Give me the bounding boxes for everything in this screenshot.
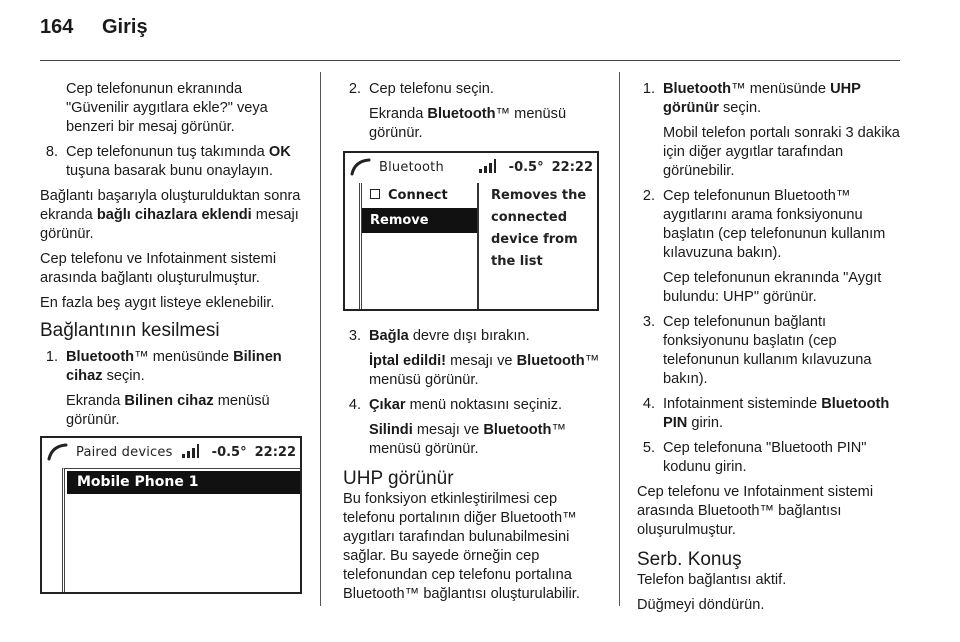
phone-handset-icon (349, 157, 373, 177)
screen-status-bar (42, 438, 300, 466)
paragraph: Cep telefonunun ekranında "Aygıt bulundu: UHP" görünür. (663, 270, 882, 305)
list-item: 2. Cep telefonunun Bluetooth™ aygıtlarını arama fonksiyonunu başlatın (cep telefonunun kullanım kılavuzuna bakın). (642, 188, 886, 261)
list-item: 4. Infotainment sisteminde Bluetooth PIN girin. (642, 396, 890, 431)
paragraph: İptal edildi! mesajı ve Bluetooth™ menüsü görünür. (369, 353, 600, 388)
temperature: -0.5° (211, 444, 247, 460)
remove-option[interactable]: Remove (362, 208, 477, 233)
list-item: 3. Bağla devre dışı bırakın. (348, 328, 530, 344)
clock: 22:22 (551, 159, 593, 175)
paragraph: Mobil telefon portalı sonraki 3 dakika için diğer aygıtlar tarafından görünebilir. (663, 125, 900, 179)
column-divider (619, 72, 620, 606)
paragraph: Ekranda Bluetooth™ menüsü görünür. (369, 106, 567, 141)
option-list (359, 183, 479, 309)
paragraph: Cep telefonunun ekranında "Güvenilir aygıtlara ekle?" veya benzeri bir mesaj görünür. (66, 81, 268, 135)
paragraph: Bu fonksiyon etkinleştirilmesi cep telefonu portalının diğer Bluetooth™ aygıtları tarafından bulunabilmesini sağlar. Bu sayede örneğin cep telefonundan cep telefonu portalına Bluetooth™ bağlantısı oluşturulabilir. (343, 491, 580, 602)
paragraph: Cep telefonu ve Infotainment sistemi arasında Bluetooth™ bağlantısı oluşurulmuştur. (637, 484, 874, 538)
screen-list (62, 468, 300, 592)
signal-icon (479, 159, 501, 175)
list-item: 2. Cep telefonu seçin. (348, 81, 494, 97)
option-description: Removes the connected device from the list (491, 188, 587, 269)
section-heading: Bağlantının kesilmesi (40, 320, 220, 341)
column-1 (40, 80, 302, 594)
phone-handset-icon (46, 442, 70, 462)
bluetooth-screen (343, 151, 599, 311)
connect-option[interactable]: Connect (362, 183, 477, 208)
screen-title: Bluetooth (379, 159, 444, 175)
screen-title: Paired devices (76, 444, 173, 460)
column-3 (637, 80, 905, 621)
list-item: 1. Bluetooth™ menüsünde UHP görünür seçin. (642, 81, 861, 116)
list-item: 4. Çıkar menü noktasını seçiniz. (348, 397, 563, 413)
column-divider (320, 72, 321, 606)
page-number: 164 (40, 16, 74, 38)
section-heading: UHP görünür (343, 468, 454, 489)
paragraph: Telefon bağlantısı aktif. (637, 572, 787, 588)
list-item: 3. Cep telefonunun bağlantı fonksiyonunu başlatın (cep telefonunun kullanım kılavuzuna bakın). (642, 314, 872, 387)
paired-devices-screen (40, 436, 302, 594)
temperature: -0.5° (508, 159, 544, 175)
header-rule (40, 60, 900, 61)
paragraph: En fazla beş aygıt listeye eklenebilir. (40, 295, 275, 311)
section-title: Giriş (102, 16, 148, 38)
clock: 22:22 (254, 444, 296, 460)
list-item: 8. Cep telefonunun tuş takımında OK tuşuna basarak bunu onaylayın. (45, 144, 291, 179)
paragraph: Düğmeyi döndürün. (637, 597, 765, 613)
section-heading: Serb. Konuş (637, 549, 742, 570)
list-item: 5. Cep telefonuna "Bluetooth PIN" kodunu girin. (642, 440, 867, 475)
paragraph: Silindi mesajı ve Bluetooth™ menüsü görünür. (369, 422, 567, 457)
page-header (40, 16, 148, 39)
list-item: 1. Bluetooth™ menüsünde Bilinen cihaz seçin. (45, 349, 282, 384)
paragraph: Ekranda Bilinen cihaz menüsü görünür. (66, 393, 270, 428)
paragraph: Bağlantı başarıyla oluşturulduktan sonra ekranda bağlı cihazlara eklendi mesajı görünür. (40, 188, 301, 242)
signal-icon (182, 444, 204, 460)
column-2 (343, 80, 605, 610)
checkbox-icon (370, 189, 380, 199)
list-item-selected[interactable]: Mobile Phone 1 (67, 471, 300, 494)
screen-status-bar (345, 153, 597, 181)
paragraph: Cep telefonu ve Infotainment sistemi arasında bağlantı oluşturulmuştur. (40, 251, 277, 286)
